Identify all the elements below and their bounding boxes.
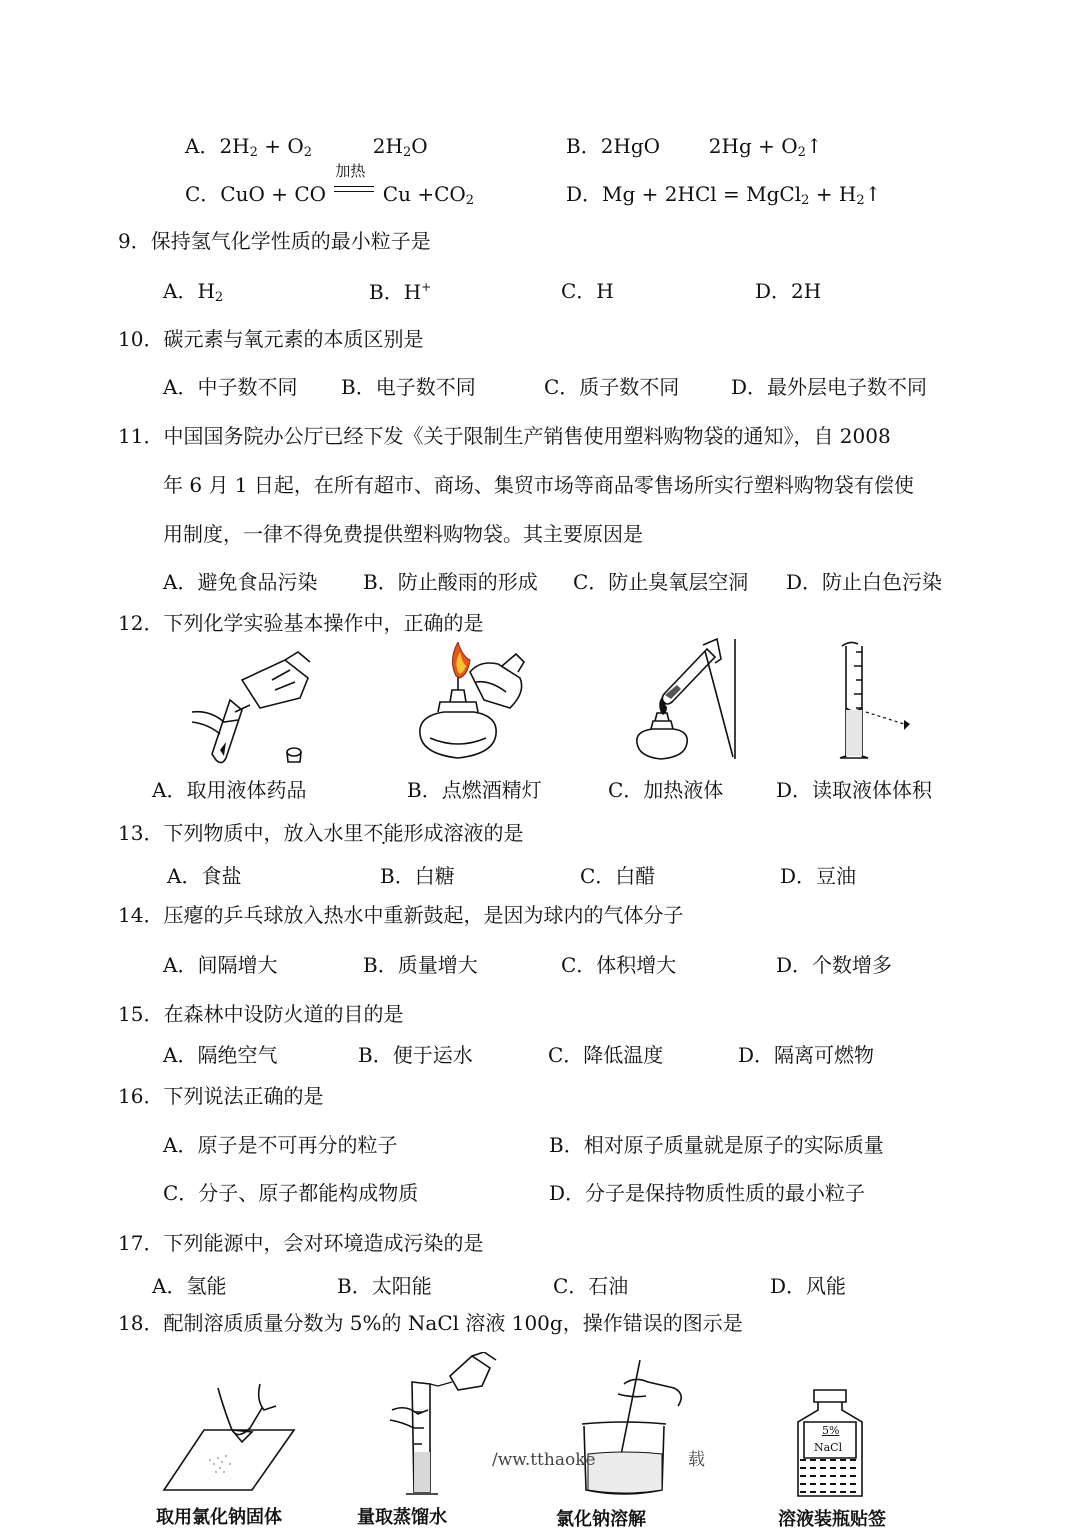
- q9-option-a: A．$H_2$: [163, 279, 224, 305]
- q15-option-c: C．降低温度: [548, 1043, 664, 1067]
- q14-option-a: A．间隔增大: [163, 953, 278, 977]
- q17-option-a: A．氢能: [152, 1274, 227, 1298]
- q14-option-c: C．体积增大: [561, 953, 677, 977]
- q11-stem-line1: 11．中国国务院办公厅已经下发《关于限制生产销售使用塑料购物袋的通知》，自 2008: [118, 424, 891, 448]
- dissolving-nacl-figure: [554, 1354, 694, 1502]
- q11-option-c: C．防止臭氧层空洞: [573, 570, 749, 594]
- q11-stem-line2: 年 6 月 1 日起，在所有超市、商场、集贸市场等商品零售场所实行塑料购物袋有偿使: [163, 473, 914, 497]
- q10-option-d: D．最外层电子数不同: [731, 375, 928, 399]
- reading-cylinder-figure: [838, 638, 918, 766]
- q17-stem: 17．下列能源中，会对环境造成污染的是: [118, 1231, 484, 1255]
- q15-option-a: A．隔绝空气: [163, 1043, 278, 1067]
- q9-option-d: D．2H: [755, 279, 822, 303]
- watermark-text: /ww.tthaoke: [492, 1450, 596, 1470]
- q13-option-d: D．豆油: [780, 864, 857, 888]
- fig-caption-1: 取用氯化钠固体: [156, 1507, 282, 1528]
- q8-option-d: D．Mg + 2HCl = MgCl$_2$ + $H_2↑$: [566, 182, 882, 208]
- q9-option-c: C．H: [561, 279, 614, 303]
- q16-stem: 16．下列说法正确的是: [118, 1084, 324, 1108]
- fig-caption-2: 量取蒸馏水: [357, 1507, 447, 1528]
- q13-option-a: A．食盐: [167, 864, 242, 888]
- reaction-condition: 加热: [335, 162, 366, 180]
- q8-option-c: C．CuO + CO 加热 $Cu +CO_2$: [185, 162, 475, 208]
- measuring-water-figure: [372, 1352, 502, 1500]
- q16-option-d: D．分子是保持物质性质的最小粒子: [549, 1181, 866, 1205]
- q11-stem-line3: 用制度，一律不得免费提供塑料购物袋。其主要原因是: [163, 522, 643, 546]
- q8-option-b: B．2HgO $2Hg + O_2↑$: [566, 134, 823, 160]
- q8-option-a: A．$2H_2 + O_2$ $2H_2O$: [185, 134, 428, 160]
- q17-option-b: B．太阳能: [337, 1274, 432, 1298]
- q12-option-d: D．读取液体体积: [776, 778, 933, 802]
- watermark-text-suffix: 载: [688, 1450, 705, 1470]
- q14-option-b: B．质量增大: [363, 953, 478, 977]
- q13-option-c: C．白醋: [580, 864, 656, 888]
- lighting-lamp-figure: [410, 642, 530, 766]
- taking-nacl-figure: [160, 1380, 300, 1495]
- q9-stem: 9．保持氢气化学性质的最小粒子是: [118, 229, 431, 253]
- q13-option-b: B．白糖: [380, 864, 455, 888]
- q10-stem: 10．碳元素与氧元素的本质区别是: [118, 327, 424, 351]
- q10-option-c: C．质子数不同: [544, 375, 680, 399]
- double-bar-arrow: [334, 186, 374, 192]
- q13-stem: 13．下列物质中，放入水里不能形成溶液的是: [118, 821, 524, 845]
- bottle-label-name: NaCl: [814, 1441, 843, 1454]
- q16-option-c: C．分子、原子都能构成物质: [163, 1181, 419, 1205]
- q15-stem: 15．在森林中设防火道的目的是: [118, 1002, 404, 1026]
- q12-option-a: A．取用液体药品: [152, 778, 307, 802]
- q11-option-a: A．避免食品污染: [163, 570, 318, 594]
- pouring-liquid-figure: [190, 650, 320, 768]
- q16-option-b: B．相对原子质量就是原子的实际质量: [549, 1133, 884, 1157]
- q12-option-c: C．加热液体: [608, 778, 724, 802]
- fig-caption-4: 溶液装瓶贴签: [778, 1509, 886, 1530]
- emphasis-text: 不能: [363, 821, 404, 845]
- q18-stem: 18．配制溶质质量分数为 5%的 NaCl 溶液 100g，操作错误的图示是: [118, 1311, 743, 1335]
- bottle-label-percent: 5%: [822, 1424, 840, 1437]
- q10-option-a: A．中子数不同: [163, 375, 298, 399]
- q14-option-d: D．个数增多: [776, 953, 893, 977]
- fig-caption-3: 氯化钠溶解: [556, 1509, 646, 1530]
- q17-option-c: C．石油: [553, 1274, 629, 1298]
- q12-option-b: B．点燃酒精灯: [407, 778, 542, 802]
- heating-liquid-figure: [625, 637, 740, 765]
- q12-stem: 12．下列化学实验基本操作中，正确的是: [118, 611, 484, 635]
- q11-option-b: B．防止酸雨的形成: [363, 570, 538, 594]
- q17-option-d: D．风能: [770, 1274, 847, 1298]
- q16-option-a: A．原子是不可再分的粒子: [163, 1133, 398, 1157]
- q9-option-b: B．H+: [369, 280, 432, 304]
- q15-option-d: D．隔离可燃物: [738, 1043, 875, 1067]
- q10-option-b: B．电子数不同: [341, 375, 476, 399]
- q11-option-d: D．防止白色污染: [786, 570, 943, 594]
- q14-stem: 14．压瘪的乒乓球放入热水中重新鼓起，是因为球内的气体分子: [118, 903, 684, 927]
- q15-option-b: B．便于运水: [358, 1043, 473, 1067]
